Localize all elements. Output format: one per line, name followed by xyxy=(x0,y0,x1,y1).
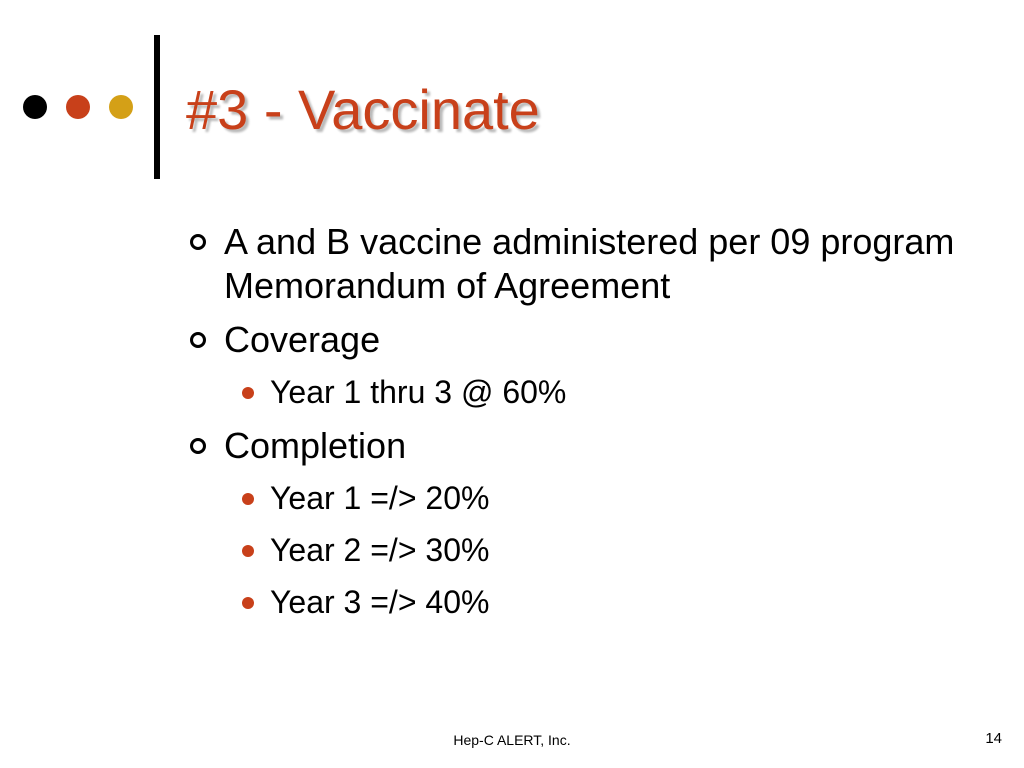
sub-bullet-item xyxy=(236,478,986,518)
sub-bullet-item xyxy=(236,530,986,570)
sub-bullet-text: Year 1 =/> 20% xyxy=(270,480,490,516)
dot-bullet-icon xyxy=(242,597,254,609)
bullet-text: Completion xyxy=(224,425,407,466)
red-dot-icon xyxy=(66,95,90,119)
sub-bullet-text: Year 1 thru 3 @ 60% xyxy=(270,374,567,410)
sub-bullet-item xyxy=(236,372,986,412)
sub-bullet-item xyxy=(236,582,986,622)
bullet-text: Coverage xyxy=(224,319,381,360)
bullet-text: A and B vaccine administered per 09 program Memorandum of Agreement xyxy=(224,221,955,306)
dot-bullet-icon xyxy=(242,493,254,505)
page-number: 14 xyxy=(985,730,1002,747)
bullet-list xyxy=(186,220,986,634)
bullet-item xyxy=(186,220,986,308)
dot-bullet-icon xyxy=(242,387,254,399)
ring-bullet-icon xyxy=(190,332,206,348)
ring-bullet-icon xyxy=(190,438,206,454)
gold-dot-icon xyxy=(109,95,133,119)
dot-bullet-icon xyxy=(242,545,254,557)
title-divider-bar xyxy=(154,35,160,179)
sub-bullet-text: Year 2 =/> 30% xyxy=(270,532,490,568)
black-dot-icon xyxy=(23,95,47,119)
footer-text: Hep-C ALERT, Inc. xyxy=(453,732,571,748)
sub-bullet-text: Year 3 =/> 40% xyxy=(270,584,490,620)
bullet-item xyxy=(186,424,986,468)
slide-title: #3 - Vaccinate xyxy=(186,78,540,141)
bullet-item xyxy=(186,318,986,362)
ring-bullet-icon xyxy=(190,234,206,250)
